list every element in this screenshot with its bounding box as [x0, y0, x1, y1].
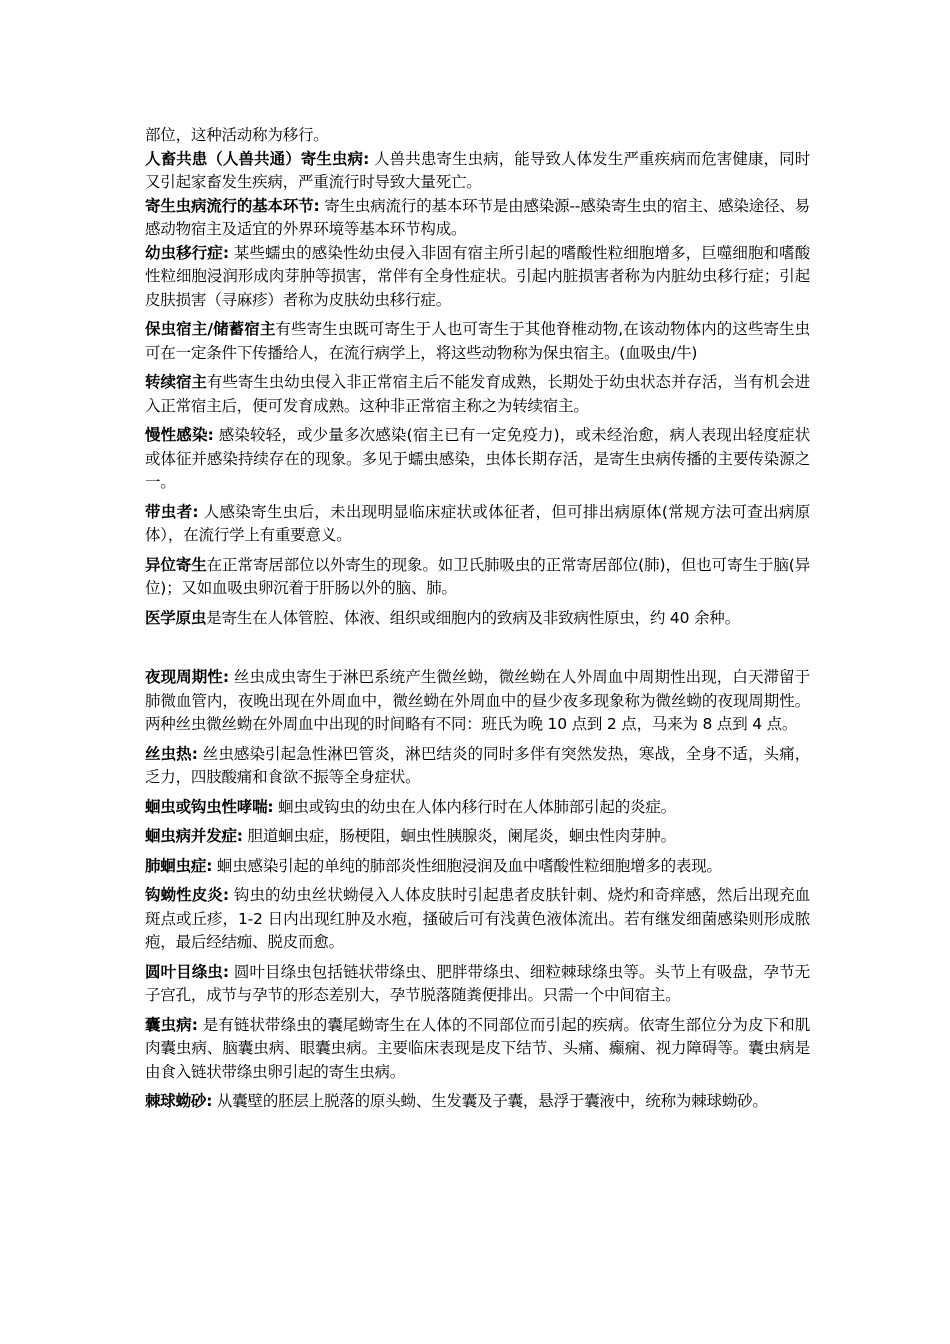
entry-text: 蛔虫感染引起的单纯的肺部炎性细胞浸润及血中嗜酸性粒细胞增多的表现。	[212, 856, 722, 875]
entry-term: 医学原虫	[145, 608, 207, 627]
definition-entry	[145, 424, 810, 495]
definition-entry	[145, 148, 810, 195]
entry-text: 钩虫的幼虫丝状蚴侵入人体皮肤时引起患者皮肤针刺、烧灼和奇痒感，然后出现充血斑点或丘疹，1-2 日内出现红肿及水疱，搔破后可有浅黄色液体流出。若有继发细菌感染则形成脓疱，最后经结痂、脱皮而愈。	[145, 886, 810, 951]
entry-text: 人兽共患寄生虫病，能导致人体发生严重疾病而危害健康，同时又引起家畜发生疾病，严重流行时导致大量死亡。	[145, 149, 810, 191]
definition-entry	[145, 195, 810, 242]
entry-text: 有些寄生虫幼虫侵入非正常宿主后不能发育成熟，长期处于幼虫状态并存活，当有机会进入正常宿主后，便可发育成熟。这种非正常宿主称之为转续宿主。	[145, 373, 811, 415]
entry-term: 钩蚴性皮炎:	[145, 886, 229, 904]
entry-term: 肺蛔虫症:	[145, 856, 213, 875]
entry-text: 有些寄生虫既可寄生于人也可寄生于其他脊椎动物,在该动物体内的这些寄生虫可在一定条件下传播给人，在流行病学上，将这些动物称为保虫宿主。(血吸虫/牛)	[145, 320, 810, 362]
entry-term: 带虫者:	[145, 502, 199, 521]
entry-term: 异位寄生	[145, 555, 207, 574]
definition-entry	[145, 796, 810, 820]
entry-text: 蛔虫或钩虫的幼虫在人体内移行时在人体肺部引起的炎症。	[273, 797, 676, 816]
definition-entry	[145, 554, 810, 601]
definition-entry	[145, 371, 810, 418]
definition-entry	[145, 666, 810, 737]
section-gap	[145, 636, 810, 666]
entry-text: 感染较轻，或少量多次感染(宿主已有一定免疫力)，或未经治愈，病人表现出轻度症状或体征并感染持续存在的现象。多见于蠕虫感染，虫体长期存活，是寄生虫病传播的主要传染源之一。	[145, 426, 810, 491]
entry-term: 慢性感染:	[145, 426, 214, 444]
entry-text: 寄生虫病流行的基本环节是由感染源--感染寄生虫的宿主、感染途径、易感动物宿主及适宜的外界环境等基本环节构成。	[145, 196, 810, 238]
entry-term: 圆叶目绦虫:	[145, 962, 229, 981]
entry-term: 囊虫病:	[145, 1015, 198, 1034]
definition-entry	[145, 855, 810, 879]
entry-term: 幼虫移行症:	[145, 243, 229, 262]
entry-term: 转续宿主	[145, 373, 207, 391]
entry-text: 人感染寄生虫后，未出现明显临床症状或体征者，但可排出病原体(常规方法可查出病原体），在流行学上有重要意义。	[145, 502, 811, 544]
entry-term: 寄生虫病流行的基本环节:	[145, 196, 320, 215]
entry-term: 蛔虫病并发症:	[145, 827, 243, 845]
entry-text: 从囊壁的胚层上脱落的原头蚴、生发囊及子囊，悬浮于囊液中，统称为棘球蚴砂。	[212, 1092, 768, 1110]
entry-text: 某些蠕虫的感染性幼虫侵入非固有宿主所引起的嗜酸性粒细胞增多，巨噬细胞和嗜酸性粒细胞浸润形成肉芽肿等损害，常伴有全身性症状。引起内脏损害者称为内脏幼虫移行症；引起皮肤损害（寻麻疹）者称为皮肤幼虫移行症。	[145, 243, 810, 309]
entry-text: 是有链状带绦虫的囊尾蚴寄生在人体的不同部位而引起的疾病。依寄生部位分为皮下和肌肉囊虫病、脑囊虫病、眼囊虫病。主要临床表现是皮下结节、头痛、癫痫、视力障碍等。囊虫病是由食入链状带绦虫卵引起的寄生虫病。	[145, 1015, 810, 1081]
entry-term: 人畜共患（人兽共通）寄生虫病:	[145, 149, 370, 168]
entry-term: 丝虫热:	[145, 744, 198, 763]
definition-entry	[145, 1014, 810, 1085]
entry-text: 胆道蛔虫症，肠梗阻，蛔虫性胰腺炎，阑尾炎，蛔虫性肉芽肿。	[242, 827, 676, 845]
entry-term: 棘球蚴砂:	[145, 1092, 213, 1110]
entry-term: 保虫宿主/储蓄宿主	[145, 320, 276, 338]
entry-text: 圆叶目绦虫包括链状带绦虫、肥胖带绦虫、细粒棘球绦虫等。头节上有吸盘，孕节无子宫孔，成节与孕节的形态差别大，孕节脱落随粪便排出。只需一个中间宿主。	[145, 962, 810, 1004]
definition-entry	[145, 607, 810, 631]
entry-text: 部位，这种活动称为移行。	[145, 126, 329, 144]
entry-text: 丝虫成虫寄生于淋巴系统产生微丝蚴，微丝蚴在人外周血中周期性出现，白天滞留于肺微血管内，夜晚出现在外周血中，微丝蚴在外周血中的昼少夜多现象称为微丝蚴的夜现周期性。两种丝虫微丝蚴在外周血中出现的时间略有不同：班氏为晚 10 点到 2 点，马来为 8 点到 4 点。	[145, 668, 810, 733]
definition-entry	[145, 743, 810, 790]
definition-entry	[145, 825, 810, 849]
entries-bottom	[145, 666, 810, 1114]
definition-entry	[145, 884, 810, 955]
entry-text: 丝虫感染引起急性淋巴管炎，淋巴结炎的同时多伴有突然发热，寒战，全身不适，头痛，乏力，四肢酸痛和食欲不振等全身症状。	[145, 744, 810, 786]
definition-entry	[145, 501, 810, 548]
definition-entry	[145, 1090, 810, 1114]
entry-term: 蛔虫或钩虫性哮喘:	[145, 797, 274, 816]
definition-entry	[145, 124, 810, 148]
document-page	[145, 124, 810, 1120]
entry-term: 夜现周期性:	[145, 668, 229, 686]
definition-entry	[145, 961, 810, 1008]
definition-entry	[145, 242, 810, 313]
definition-entry	[145, 318, 810, 365]
entry-text: 是寄生在人体管腔、体液、组织或细胞内的致病及非致病性原虫，约 40 余种。	[206, 608, 740, 627]
entry-text: 在正常寄居部位以外寄生的现象。如卫氏肺吸虫的正常寄居部位(肺)，但也可寄生于脑(异位)；又如血吸虫卵沉着于肝肠以外的脑、肺。	[145, 555, 810, 597]
entries-top	[145, 124, 810, 630]
